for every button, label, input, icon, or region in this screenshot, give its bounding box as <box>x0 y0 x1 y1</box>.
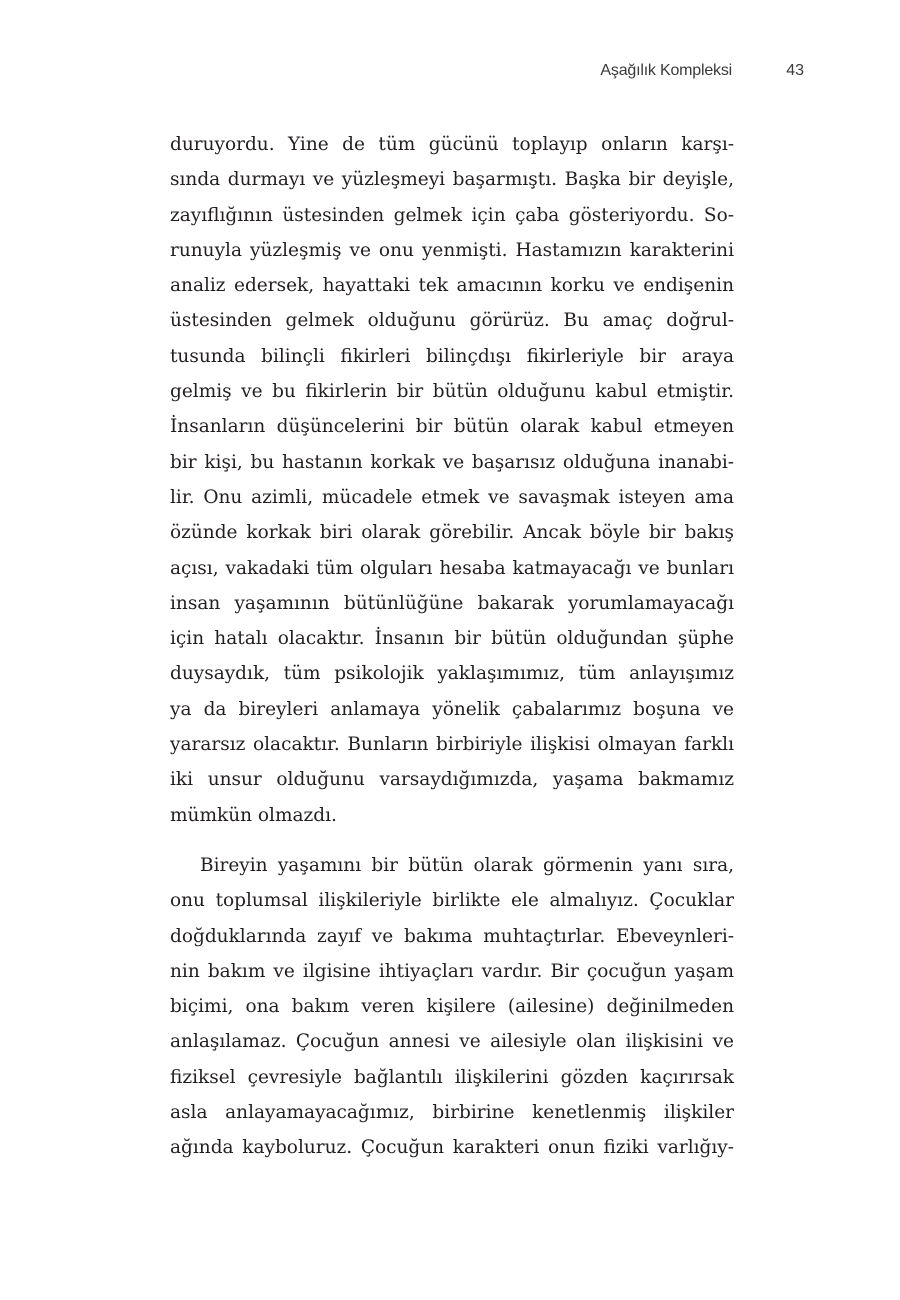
text-line: lir. Onu azimli, mücadele etmek ve savaşmak isteyen ama <box>170 486 734 508</box>
text-line: iki unsur olduğunu varsaydığımızda, yaşama bakmamız <box>170 769 734 791</box>
text-line: sında durmayı ve yüzleşmeyi başarmıştı. Başka bir deyişle, <box>170 169 734 191</box>
text-line: tusunda bilinçli fikirleri bilinçdışı fikirleriyle bir araya <box>170 345 734 367</box>
text-line: için hatalı olacaktır. İnsanın bir bütün olduğundan şüphe <box>170 628 734 650</box>
paragraph-1 <box>170 127 734 833</box>
text-line: duruyordu. Yine de tüm gücünü toplayıp onların karşı- <box>170 134 734 155</box>
text-line: gelmiş ve bu fikirlerin bir bütün olduğunu kabul etmiştir. <box>170 381 734 403</box>
paragraph-spacer <box>170 833 734 848</box>
text-line: ya da bireyleri anlamaya yönelik çabalarımız boşuna ve <box>170 698 734 720</box>
text-line: özünde korkak biri olarak görebilir. Ancak böyle bir bakış <box>170 522 734 544</box>
text-line: anlaşılamaz. Çocuğun annesi ve ailesiyle olan ilişkisini ve <box>170 1031 734 1053</box>
text-line: nin bakım ve ilgisine ihtiyaçları vardır. Bir çocuğun yaşam <box>170 960 734 982</box>
text-line: Bireyin yaşamını bir bütün olarak görmenin yanı sıra, <box>200 854 734 876</box>
text-line: zayıflığının üstesinden gelmek için çaba gösteriyordu. So- <box>170 204 734 226</box>
text-line: insan yaşamının bütünlüğüne bakarak yorumlamayacağı <box>170 592 734 614</box>
text-line: duysaydık, tüm psikolojik yaklaşımımız, tüm anlayışımız <box>170 663 734 685</box>
running-head <box>170 62 804 88</box>
text-line: onu toplumsal ilişkileriyle birlikte ele almalıyız. Çocuklar <box>170 890 734 912</box>
text-line: bir kişi, bu hastanın korkak ve başarısız olduğuna inanabi- <box>170 451 734 473</box>
text-line: ağında kayboluruz. Çocuğun karakteri onun fiziki varlığıy- <box>170 1137 734 1159</box>
text-line: yararsız olacaktır. Bunların birbiriyle ilişkisi olmayan farklı <box>170 734 734 756</box>
text-line: mümkün olmazdı. <box>170 804 337 826</box>
running-title: Aşağılık Kompleksi <box>600 62 732 79</box>
text-line: İnsanların düşüncelerini bir bütün olarak kabul etmeyen <box>170 416 734 438</box>
text-line: doğduklarında zayıf ve bakıma muhtaçtırlar. Ebeveynleri- <box>170 925 734 947</box>
text-line: runuyla yüzleşmiş ve onu yenmişti. Hastamızın karakterini <box>170 239 734 261</box>
text-line: fiziksel çevresiyle bağlantılı ilişkilerini gözden kaçırırsak <box>170 1066 734 1088</box>
text-line: üstesinden gelmek olduğunu görürüz. Bu amaç doğrul- <box>170 310 734 332</box>
body-text <box>170 127 734 1166</box>
text-line: asla anlayamayacağımız, birbirine kenetlenmiş ilişkiler <box>170 1102 734 1124</box>
page-number: 43 <box>786 62 804 79</box>
text-line: açısı, vakadaki tüm olguları hesaba katmayacağı ve bunları <box>170 557 734 579</box>
text-line: analiz edersek, hayattaki tek amacının korku ve endişenin <box>170 275 734 297</box>
paragraph-2 <box>170 848 734 1166</box>
text-line: biçimi, ona bakım veren kişilere (ailesine) değinilmeden <box>170 996 734 1018</box>
